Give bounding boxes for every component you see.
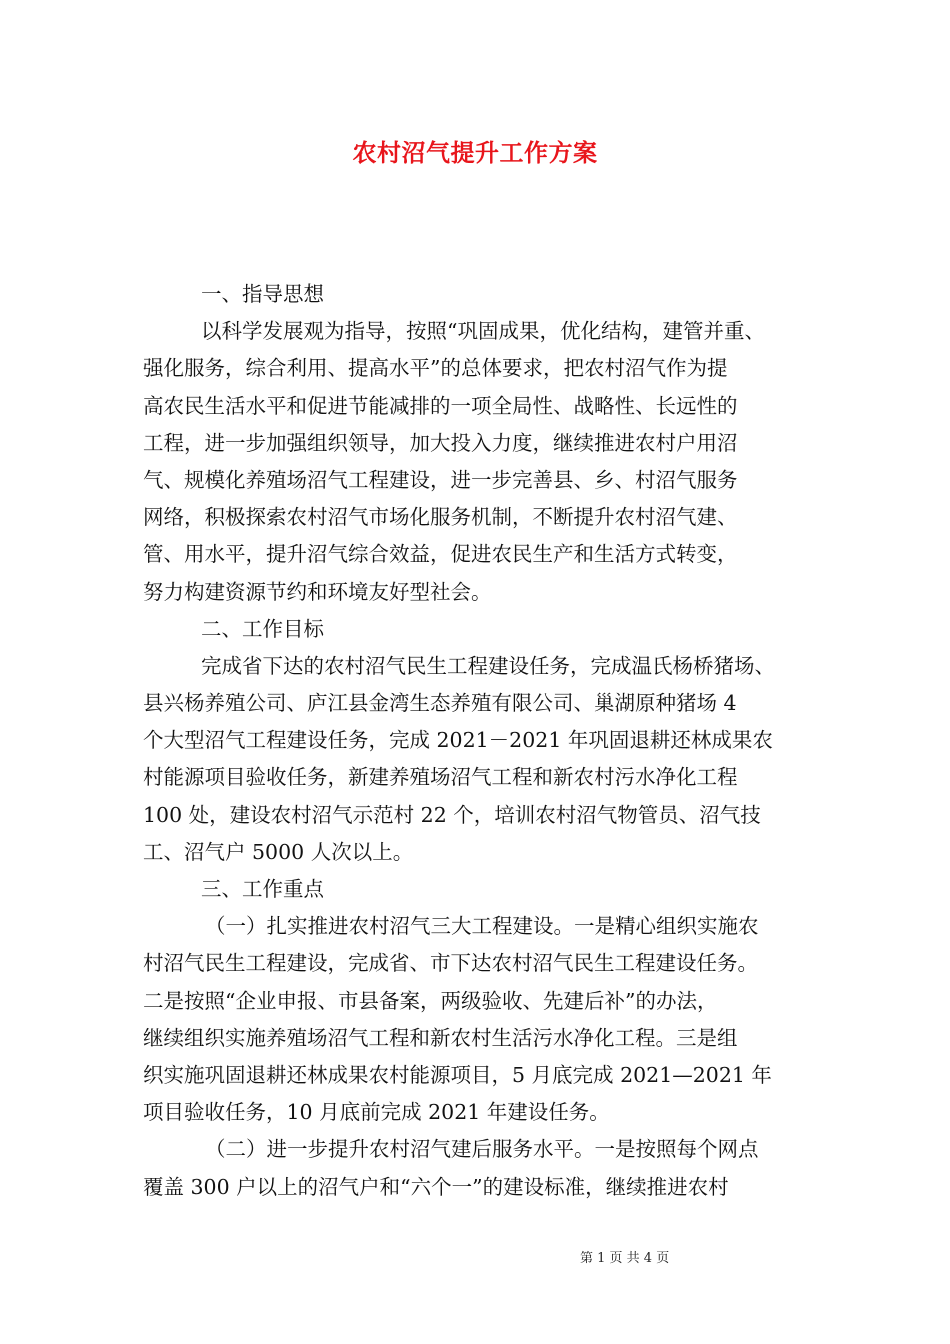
- paragraph-line: 覆盖 300 户以上的沼气户和“六个一”的建设标准，继续推进农村: [143, 1174, 729, 1199]
- paragraph-line: （一）扎实推进农村沼气三大工程建设。一是精心组织实施农: [205, 914, 759, 939]
- paragraph-line: 高农民生活水平和促进节能减排的一项全局性、战略性、长远性的: [143, 393, 738, 418]
- paragraph-line: 努力构建资源节约和环境友好型社会。: [143, 579, 492, 604]
- paragraph-line: 项目验收任务，10 月底前完成 2021 年建设任务。: [143, 1100, 610, 1125]
- paragraph-line: 县兴杨养殖公司、庐江县金湾生态养殖有限公司、巢湖原种猪场 4: [143, 691, 737, 716]
- paragraph-line: 二是按照“企业申报、市县备案，两级验收、先建后补”的办法，: [143, 988, 718, 1013]
- section-heading-guiding-ideology: 一、指导思想: [201, 282, 324, 306]
- paragraph-line: 100 处，建设农村沼气示范村 22 个，培训农村沼气物管员、沼气技: [143, 802, 761, 827]
- document-body: [143, 276, 809, 1206]
- paragraph-line: 织实施巩固退耕还林成果农村能源项目，5 月底完成 2021—2021 年: [143, 1062, 772, 1087]
- paragraph-line: 网络，积极探索农村沼气市场化服务机制，不断提升农村沼气建、: [143, 505, 738, 530]
- paragraph-line: 工、沼气户 5000 人次以上。: [143, 839, 414, 864]
- paragraph-line: 强化服务，综合利用、提高水平”的总体要求，把农村沼气作为提: [143, 356, 728, 381]
- page-number-footer: 第 1 页 共 4 页: [580, 1251, 670, 1266]
- paragraph-line: 个大型沼气工程建设任务，完成 2021－2021 年巩固退耕还林成果农: [143, 728, 773, 753]
- paragraph-line: （二）进一步提升农村沼气建后服务水平。一是按照每个网点: [205, 1137, 759, 1162]
- paragraph-line: 管、用水平，提升沼气综合效益，促进农民生产和生活方式转变，: [143, 542, 738, 567]
- section-heading-work-goals: 二、工作目标: [201, 616, 324, 641]
- paragraph-line: 完成省下达的农村沼气民生工程建设任务，完成温氏杨桥猪场、: [201, 653, 775, 678]
- section-heading-work-focus: 三、工作重点: [201, 877, 324, 901]
- paragraph-line: 工程，进一步加强组织领导，加大投入力度，继续推进农村户用沼: [143, 430, 738, 455]
- paragraph-line: 以科学发展观为指导，按照“巩固成果，优化结构，建管并重、: [201, 319, 765, 344]
- paragraph-line: 村能源项目验收任务，新建养殖场沼气工程和新农村污水净化工程: [143, 765, 738, 790]
- document-title: 农村沼气提升工作方案: [352, 138, 598, 167]
- paragraph-line: 继续组织实施养殖场沼气工程和新农村生活污水净化工程。三是组: [143, 1025, 738, 1050]
- paragraph-line: 村沼气民生工程建设，完成省、市下达农村沼气民生工程建设任务。: [143, 951, 758, 976]
- paragraph-line: 气、规模化养殖场沼气工程建设，进一步完善县、乡、村沼气服务: [143, 467, 738, 492]
